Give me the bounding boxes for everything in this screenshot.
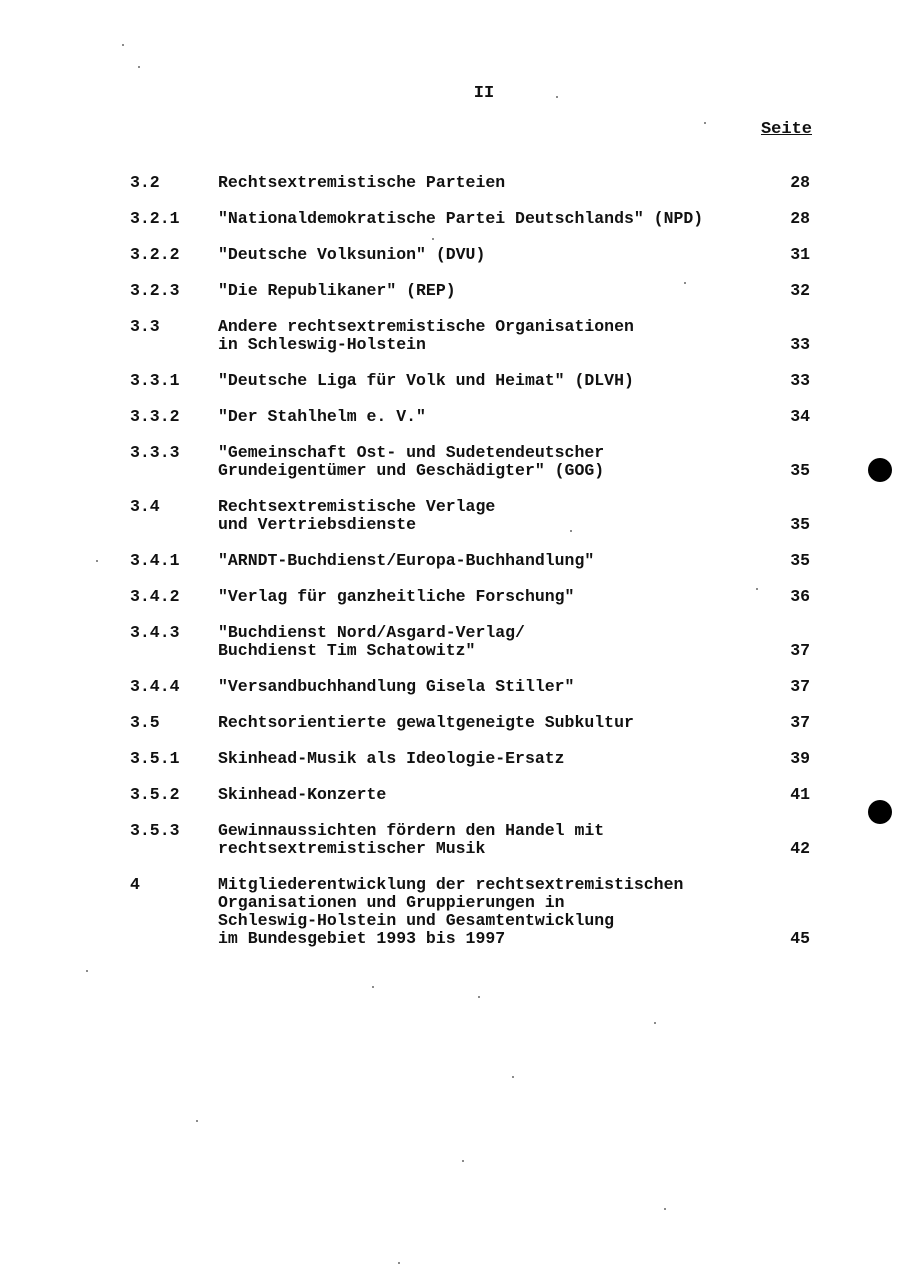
toc-entry-number: 3.3.2 — [130, 407, 180, 426]
scan-speck — [664, 1208, 666, 1210]
toc-entry-title: Mitgliederentwicklung der rechtsextremistischen Organisationen und Gruppierungen in Schleswig-Holstein und Gesamtentwicklung im Bundesgebiet 1993 bis 1997 — [218, 875, 684, 948]
toc-entry-page: 32 — [790, 281, 810, 300]
toc-entry-number: 3.2.3 — [130, 281, 180, 300]
toc-entry-number: 3.3.3 — [130, 443, 180, 462]
toc-entry — [0, 408, 900, 426]
toc-entry-page: 36 — [790, 587, 810, 606]
toc-entry-title: Andere rechtsextremistische Organisationen in Schleswig-Holstein — [218, 317, 634, 354]
toc-entry — [0, 822, 900, 858]
scan-speck — [196, 1120, 198, 1122]
toc-entry-page: 31 — [790, 245, 810, 264]
scan-speck — [512, 1076, 514, 1078]
toc-entry — [0, 318, 900, 354]
scan-speck — [654, 1022, 656, 1024]
toc-entry-title: Gewinnaussichten fördern den Handel mit rechtsextremistischer Musik — [218, 821, 605, 858]
punch-hole — [868, 800, 892, 824]
toc-entry-page: 37 — [790, 677, 810, 696]
scan-speck — [570, 530, 572, 532]
scan-speck — [398, 1262, 400, 1264]
toc-entry-title: "Die Republikaner" (REP) — [218, 281, 456, 300]
toc-entry-title: "Verlag für ganzheitliche Forschung" — [218, 587, 575, 606]
toc-entry-title: "Gemeinschaft Ost- und Sudetendeutscher Grundeigentümer und Geschädigter" (GOG) — [218, 443, 605, 480]
page-column-label: Seite — [760, 120, 812, 139]
toc-entry-number: 3.2.2 — [130, 245, 180, 264]
toc-entry-page: 37 — [790, 641, 810, 660]
toc-entry-page: 39 — [790, 749, 810, 768]
scan-speck — [138, 66, 140, 68]
toc-entry-number: 4 — [130, 875, 140, 894]
toc-entry — [0, 444, 900, 480]
toc-entry-page: 28 — [790, 173, 810, 192]
toc-entry — [0, 876, 900, 948]
toc-entry-page: 35 — [790, 515, 810, 534]
toc-entry-page: 35 — [790, 461, 810, 480]
toc-entry-title: "Deutsche Liga für Volk und Heimat" (DLVH) — [218, 371, 634, 390]
scan-speck — [756, 588, 758, 590]
toc-entry-title: "Deutsche Volksunion" (DVU) — [218, 245, 486, 264]
toc-entry-number: 3.3.1 — [130, 371, 180, 390]
punch-hole — [868, 458, 892, 482]
toc-entry-number: 3.2.1 — [130, 209, 180, 228]
toc-entry-title: "Buchdienst Nord/Asgard-Verlag/ Buchdienst Tim Schatowitz" — [218, 623, 525, 660]
toc-entry-page: 35 — [790, 551, 810, 570]
toc-entry-title: "Nationaldemokratische Partei Deutschlands" (NPD) — [218, 209, 704, 228]
toc-entry-title: "ARNDT-Buchdienst/Europa-Buchhandlung" — [218, 551, 595, 570]
toc-entry-number: 3.4 — [130, 497, 160, 516]
scan-speck — [86, 970, 88, 972]
toc-entry-number: 3.4.4 — [130, 677, 180, 696]
scan-speck — [462, 1160, 464, 1162]
toc-entry-page: 41 — [790, 785, 810, 804]
toc-entry-number: 3.4.2 — [130, 587, 180, 606]
toc-entry-title: Rechtsorientierte gewaltgeneigte Subkultur — [218, 713, 634, 732]
toc-entry — [0, 372, 900, 390]
scan-speck — [684, 282, 686, 284]
scan-speck — [432, 238, 434, 240]
toc-entry-page: 33 — [790, 335, 810, 354]
toc-entry-page: 33 — [790, 371, 810, 390]
toc-entry-number: 3.4.1 — [130, 551, 180, 570]
toc-entry-number: 3.5 — [130, 713, 160, 732]
toc-entry-number: 3.5.1 — [130, 749, 180, 768]
toc-entry — [0, 624, 900, 660]
toc-entry — [0, 174, 900, 192]
scan-speck — [122, 44, 124, 46]
toc-entry-title: "Versandbuchhandlung Gisela Stiller" — [218, 677, 575, 696]
toc-entry — [0, 750, 900, 768]
toc-entry — [0, 498, 900, 534]
toc-entry-number: 3.5.2 — [130, 785, 180, 804]
toc-entry-title: Rechtsextremistische Verlage und Vertriebsdienste — [218, 497, 496, 534]
scan-speck — [478, 996, 480, 998]
toc-entry — [0, 282, 900, 300]
toc-entry-title: "Der Stahlhelm e. V." — [218, 407, 426, 426]
toc-entry — [0, 588, 900, 606]
toc-entry-title: Rechtsextremistische Parteien — [218, 173, 506, 192]
scan-speck — [556, 96, 558, 98]
toc-entry-title: Skinhead-Konzerte — [218, 785, 387, 804]
toc-entry-number: 3.2 — [130, 173, 160, 192]
toc-entry — [0, 552, 900, 570]
toc-entry-page: 37 — [790, 713, 810, 732]
toc-entry — [0, 678, 900, 696]
toc-entry — [0, 210, 900, 228]
scan-speck — [704, 122, 706, 124]
scan-speck — [372, 986, 374, 988]
toc-entry-number: 3.3 — [130, 317, 160, 336]
toc-entry-page: 45 — [790, 929, 810, 948]
toc-entry — [0, 246, 900, 264]
toc-entry-page: 34 — [790, 407, 810, 426]
page-number: II — [473, 84, 495, 103]
toc-entry-number: 3.4.3 — [130, 623, 180, 642]
toc-entry — [0, 714, 900, 732]
scan-speck — [96, 560, 98, 562]
toc-entry-page: 28 — [790, 209, 810, 228]
toc-entry-title: Skinhead-Musik als Ideologie-Ersatz — [218, 749, 565, 768]
toc-entry-page: 42 — [790, 839, 810, 858]
toc-entry — [0, 786, 900, 804]
toc-entry-number: 3.5.3 — [130, 821, 180, 840]
